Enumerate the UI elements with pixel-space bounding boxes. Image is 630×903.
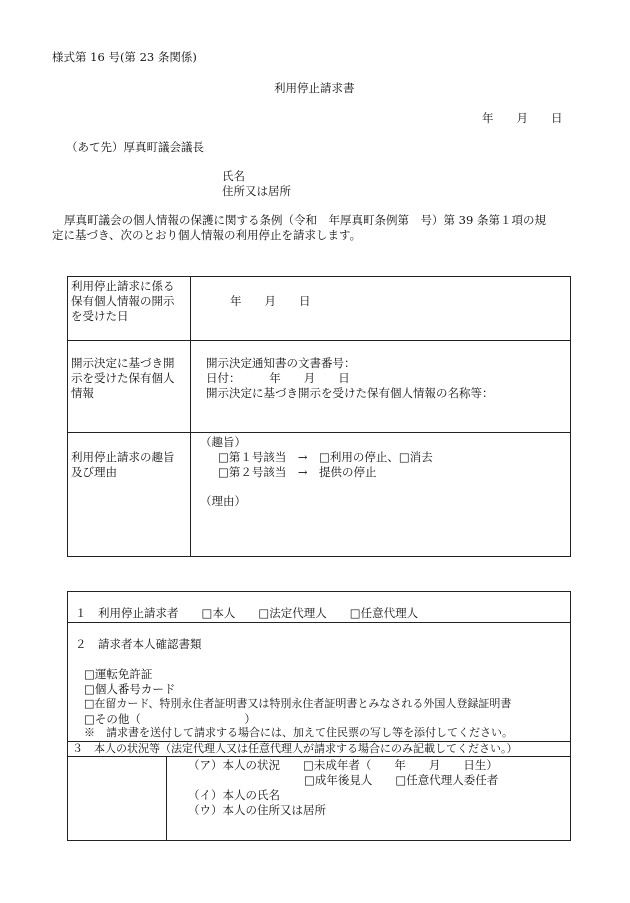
row1-label-line1: 利用停止請求に係る	[71, 279, 175, 293]
principal-status-title: ３ 本人の状況等（法定代理人又は任意代理人が請求する場合にのみ記載してください。）	[72, 742, 518, 755]
notice-date-field[interactable]: 日付： 年 月 日	[206, 371, 350, 385]
form-number: 様式第 16 号(第 23 条関係)	[52, 50, 197, 64]
addressee: （あて先）厚真町議会議長	[66, 140, 204, 154]
date-line: 年 月 日	[482, 111, 563, 125]
principal-name-field[interactable]: （イ）本人の氏名	[188, 788, 280, 802]
document-title: 利用停止請求書	[274, 81, 355, 95]
reason-label: （理由）	[200, 494, 246, 508]
principal-status-options[interactable]: （ア）本人の状況 □未成年者（ 年 月 日生）	[188, 758, 498, 772]
info-name-field[interactable]: 開示決定に基づき開示を受けた保有個人情報の名称等：	[206, 386, 494, 400]
request-details-table	[67, 276, 571, 557]
address-label: 住所又は居所	[222, 184, 291, 198]
principal-address-field[interactable]: （ウ）本人の住所又は居所	[188, 803, 326, 817]
row1-label-line2: 保有個人情報の開示	[71, 294, 175, 308]
mail-request-note: ※ 請求書を送付して請求する場合には、加えて住民票の写し等を添付してください。	[84, 726, 513, 739]
disclosure-date-field[interactable]: 年 月 日	[230, 294, 311, 308]
row2-label-line1: 開示決定に基づき開	[71, 356, 175, 370]
name-label: 氏名	[222, 169, 245, 183]
purpose-option-2[interactable]: □第２号該当 → 提供の停止	[218, 465, 377, 479]
intro-line-1: 厚真町議会の個人情報の保護に関する条例（令和 年厚真町条例第 号）第 39 条第１項の規	[64, 213, 546, 227]
purpose-label: （趣旨）	[200, 435, 246, 449]
purpose-option-1[interactable]: □第１号該当 → □利用の停止、□消去	[218, 450, 433, 464]
row3-label-line1: 利用停止請求の趣旨	[71, 450, 175, 464]
row2-label-line2: 示を受けた保有個人	[71, 371, 175, 385]
doc-option-residence-card[interactable]: □在留カード、特別永住者証明書又は特別永住者証明書とみなされる外国人登録証明書	[84, 697, 512, 710]
doc-option-my-number-card[interactable]: □個人番号カード	[84, 682, 176, 696]
principal-status-options-2[interactable]: □成年後見人 □任意代理人委任者	[304, 773, 499, 787]
doc-option-other[interactable]: □その他（ ）	[84, 712, 256, 726]
id-documents-title: ２ 請求者本人確認書類	[75, 637, 202, 651]
intro-line-2: 定に基づき、次のとおり個人情報の利用停止を請求します。	[52, 228, 362, 242]
row2-label-line3: 情報	[71, 386, 94, 400]
row1-label-line3: を受けた日	[71, 309, 129, 323]
requester-type-row[interactable]: １ 利用停止請求者 □本人 □法定代理人 □任意代理人	[75, 606, 419, 620]
document-number-field[interactable]: 開示決定通知書の文書番号：	[206, 356, 356, 370]
doc-option-drivers-license[interactable]: □運転免許証	[84, 667, 153, 681]
row3-label-line2: 及び理由	[71, 465, 117, 479]
